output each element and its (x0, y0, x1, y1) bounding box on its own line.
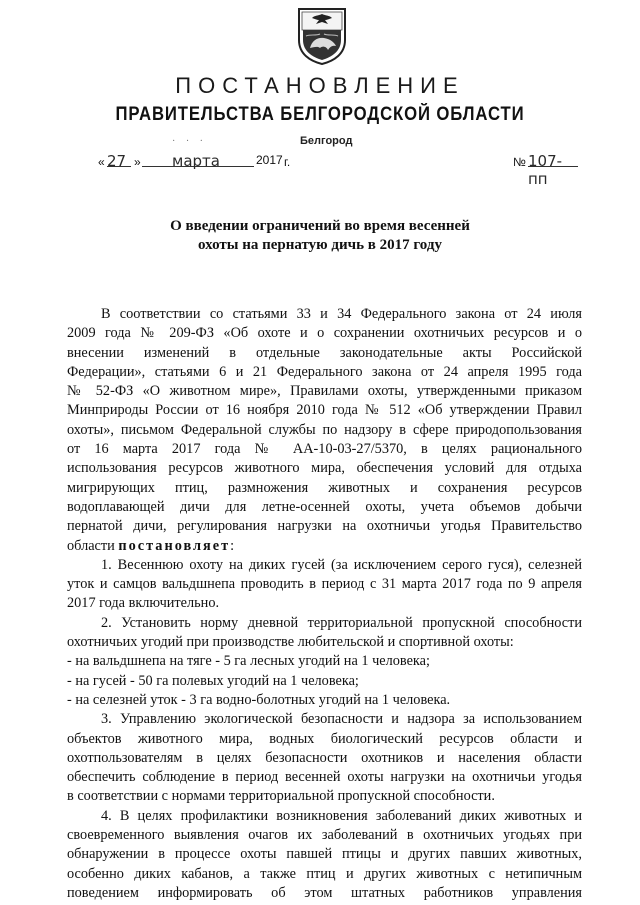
text-line: Федерации», статьями 6 и 21 Федерального закона от 24 апреля 1995 года (67, 363, 582, 380)
document-title (0, 217, 640, 255)
date-close-quote: » (134, 155, 141, 169)
text-line: 2. Установить норму дневной территориальной пропускной способности (101, 614, 582, 631)
text-line: внесении изменений в отдельные законодательные акты Российской (67, 344, 582, 361)
text-line: пернатой дичи, регулирования нагрузки на охотничьи угодья Правительство (67, 518, 582, 535)
item-4 (67, 807, 582, 903)
document-body (67, 305, 582, 903)
text-line: охотпользователям в целях безопасности охотников и населения области (67, 749, 582, 766)
document-number: 107-пп (528, 152, 563, 188)
text-line: объектов животного мира, водных биологический ресурсов области и (67, 730, 582, 747)
resolution-line: области постановляет: (67, 537, 235, 554)
text-line: 2017 года включительно. (67, 595, 220, 612)
text-line: В соответствии со статьями 33 и 34 Федерального закона от 24 июля (101, 306, 582, 322)
text-line: водоплавающей дичи для летне-осенней охоты, учета объемов добычи (67, 498, 582, 515)
text-line: своевременного выявления очагов их заболеваний в охотничьих угодьях при (67, 827, 582, 844)
text-line: использования ресурсов животного мира, обеспечения условий для отдыха (67, 460, 582, 477)
text-line: поведением информировать об этом штатных работников управления (67, 884, 582, 901)
item-2 (67, 614, 582, 710)
text-line: охоты», письмом Федеральной службы по надзору в сфере природопользования (67, 421, 582, 438)
date-month: марта (172, 152, 220, 170)
resolves-keyword: постановляет (118, 537, 231, 554)
text-line: от 16 марта 2017 года № АА-10-03-27/5370, в целях рационального (67, 441, 582, 458)
bullet-item: - на гусей - 50 га полевых угодий на 1 человека; (67, 672, 359, 689)
date-suffix: г. (284, 155, 291, 169)
text-line: особенно диких кабанов, а также птиц и других животных с нетипичным (67, 865, 582, 882)
date-open-quote: « (98, 155, 105, 169)
document-title-line: О введении ограничений во время весенней (170, 218, 470, 234)
date-number-line (0, 152, 640, 188)
scan-specks: · · · (172, 136, 207, 147)
bullet-item: - на селезней уток - 3 га водно-болотных угодий на 1 человека. (67, 691, 451, 708)
preamble-paragraph (67, 305, 582, 556)
number-label: № (513, 155, 526, 169)
document-type-heading: ПОСТАНОВЛЕНИЕ (175, 73, 465, 98)
text-line: обеспечить соблюдение в период весенней охоты нагрузки на охотничьи угодья (67, 769, 582, 786)
text-line: № 52-ФЗ «О животном мире», Правилами охоты, утвержденными приказом (67, 383, 582, 400)
issuing-authority: ПРАВИТЕЛЬСТВА БЕЛГОРОДСКОЙ ОБЛАСТИ (115, 104, 525, 125)
text-line: обнаружении в процессе охоты павшей птицы и других павших животных, (67, 846, 582, 863)
city-name: Белгород (300, 135, 353, 147)
text-line: в соответствии с нормами территориальной пропускной способности. (67, 788, 495, 805)
text-line: 2009 года № 209-ФЗ «Об охоте и о сохранении охотничьих ресурсов и о (67, 325, 582, 342)
coat-of-arms-icon (296, 6, 348, 66)
document-title-line: охоты на пернатую дичь в 2017 году (198, 237, 442, 253)
item-3 (67, 710, 582, 806)
bullet-item: - на вальдшнепа на тяге - 5 га лесных угодий на 1 человека; (67, 653, 430, 670)
date-day: 27 (107, 152, 127, 170)
text-line: 1. Весеннюю охоту на диких гусей (за исключением серого гуся), селезней (101, 556, 582, 573)
text-line: 3. Управлению экологической безопасности и надзора за использованием (101, 711, 582, 728)
text-line: 4. В целях профилактики возникновения заболеваний диких животных и (101, 807, 582, 824)
date-year: 2017 (256, 153, 283, 167)
text-line: Минприроды России от 16 ноября 2010 года № 512 «Об утверждении Правил (67, 402, 582, 419)
item-1 (67, 556, 582, 614)
text-line: уток и самцов вальдшнепа проводить в период с 31 марта 2017 года по 9 апреля (67, 576, 582, 593)
text-line: охотничьих угодий при производстве любительской и спортивной охоты: (67, 634, 514, 651)
text-line: мигрирующих птиц, размножения животных и сохранения ресурсов (67, 479, 582, 496)
